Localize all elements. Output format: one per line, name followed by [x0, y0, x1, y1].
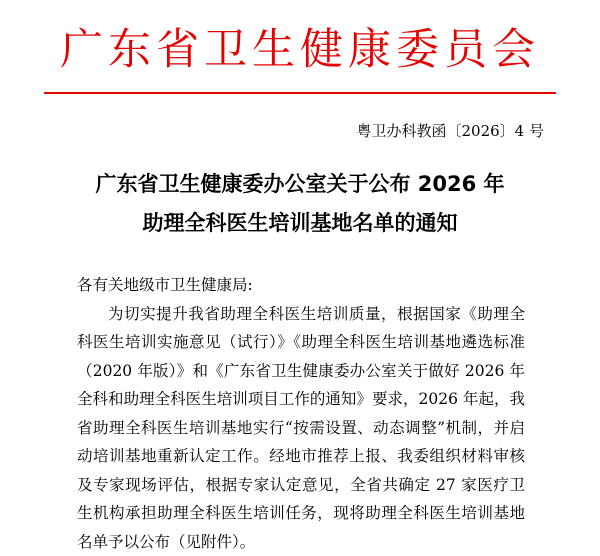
notice-title-line-1: 广东省卫生健康委办公室关于公布 2026 年	[0, 165, 600, 203]
notice-title-line-2: 助理全科医生培训基地名单的通知	[0, 204, 600, 242]
agency-letterhead: 广东省卫生健康委员会	[0, 22, 600, 78]
red-divider-line	[44, 92, 556, 94]
salutation: 各有关地级市卫生健康局:	[77, 271, 525, 300]
document-number: 粤卫办科教函〔2026〕4 号	[357, 120, 545, 142]
notice-body	[77, 271, 525, 556]
body-paragraph: 为切实提升我省助理全科医生培训质量，根据国家《助理全科医生培训实施意见（试行）》《助理全科医生培训基地遴选标准（2020 年版）》和《广东省卫生健康委办公室关于做好 2026 年全科和助理全科医生培训项目工作的通知》要求，2026 年起，我省助理全科医生培训基地实行“按需设置、动态调整”机制，并启动培训基地重新认定工作。经地市推荐上报、我委组织材料审核及专家现场评估，根据专家认定意见，全省共确定 27 家医疗卫生机构承担助理全科医生培训任务，现将助理全科医生培训基地名单予以公布（见附件）。	[77, 300, 525, 556]
